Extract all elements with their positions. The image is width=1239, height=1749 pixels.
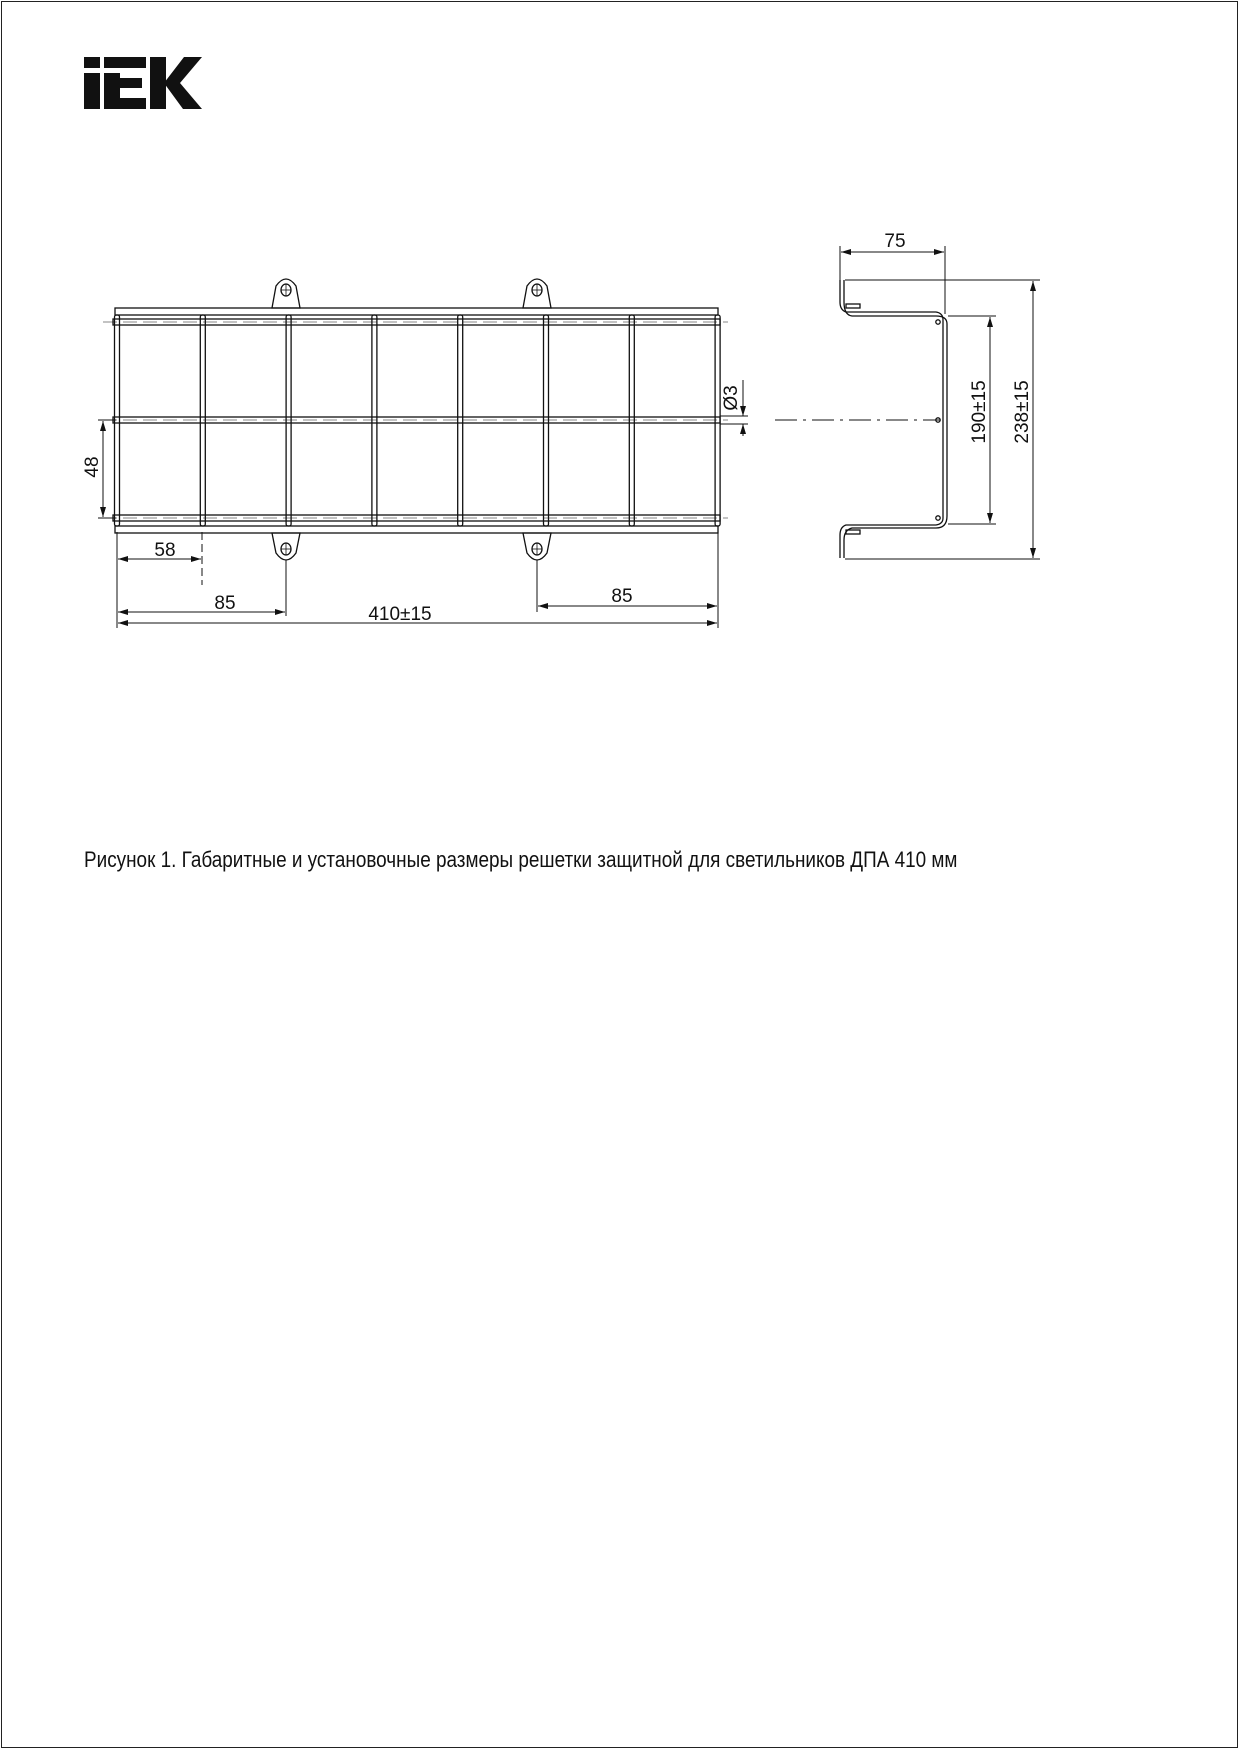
dim-wire-diameter-label: Ø3 — [721, 385, 742, 411]
vertical-wire — [286, 315, 291, 526]
vertical-wire — [629, 315, 634, 526]
dim-overall-length-label: 410±15 — [368, 604, 432, 625]
side-view-dimensions — [840, 246, 1040, 559]
dim-238-label: 238±15 — [1012, 380, 1033, 444]
dim-right-85-label: 85 — [611, 586, 633, 607]
dim-48-label: 48 — [82, 456, 103, 478]
vertical-wire — [372, 315, 377, 526]
top-rail — [115, 308, 718, 315]
vertical-wire — [715, 315, 720, 526]
vertical-wire — [544, 315, 549, 526]
vertical-wire — [458, 315, 463, 526]
figure-caption: Рисунок 1. Габаритные и установочные размеры решетки защитной для светильников ДПА 410 мм — [84, 847, 958, 872]
dim-left-85-label: 85 — [214, 593, 236, 614]
dim-190-label: 190±15 — [969, 380, 990, 444]
front-view-grid — [103, 279, 728, 560]
vertical-wire — [200, 315, 205, 526]
side-view-profile — [840, 280, 947, 558]
dim-75-label: 75 — [884, 231, 906, 252]
iek-logo — [84, 57, 202, 109]
dim-58-label: 58 — [154, 540, 176, 561]
bottom-rail — [115, 526, 718, 533]
